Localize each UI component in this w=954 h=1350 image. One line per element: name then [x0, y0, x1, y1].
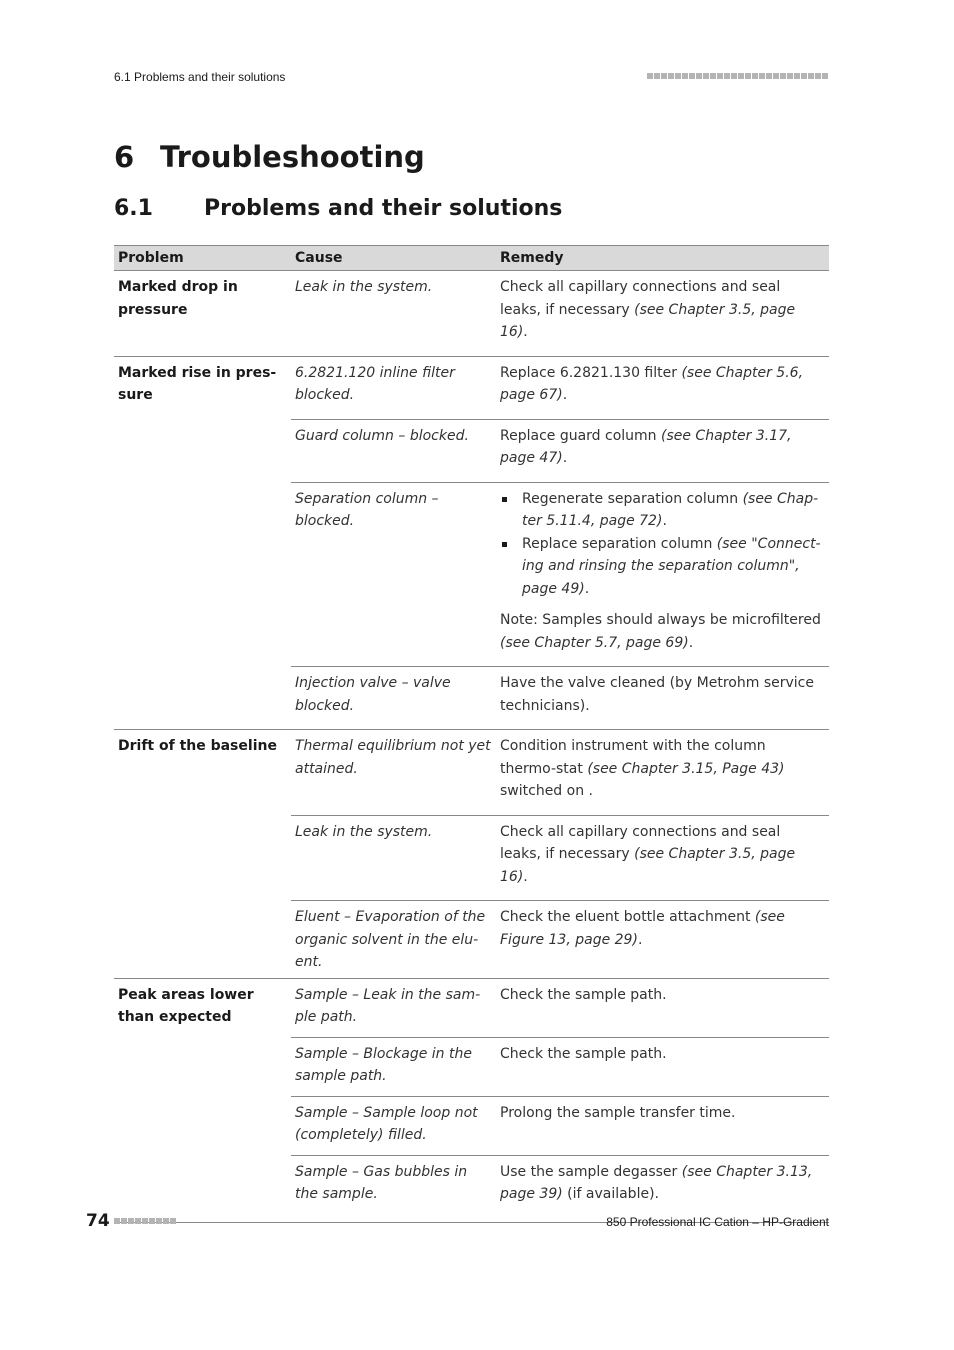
cause-cell: Eluent – Evaporation of the organic solvent in the elu-ent.: [291, 901, 496, 979]
chapter-title: [114, 140, 425, 174]
remedy-cell: Check all capillary connections and seal leaks, if necessary (see Chapter 3.5, page 16).: [496, 271, 829, 357]
table-row: [114, 730, 829, 816]
page-number: 74: [86, 1211, 110, 1231]
problem-cell: Peak areas lower than expected: [114, 978, 291, 1222]
cause-cell: Thermal equilibrium not yet attained.: [291, 730, 496, 816]
table-header-row: [114, 246, 829, 271]
chapter-reference[interactable]: (see Chapter 3.5, page 16): [500, 846, 796, 885]
chapter-reference[interactable]: (see Chapter 5.6, page 67): [500, 364, 804, 403]
chapter-reference[interactable]: (see Chapter 3.13, page 39): [500, 1163, 813, 1202]
chapter-reference[interactable]: (see Chapter 3.15, Page 43): [587, 760, 785, 777]
header-remedy: Remedy: [496, 246, 829, 271]
table-row: [114, 271, 829, 357]
chapter-reference[interactable]: (see Figure 13, page 29): [500, 909, 785, 948]
chapter-number: 6: [114, 140, 135, 174]
running-header: 6.1 Problems and their solutions: [114, 70, 286, 84]
list-item: Regenerate separation column (see Chap-ter 5.11.4, page 72).: [500, 488, 825, 533]
chapter-title-text: Troubleshooting: [160, 140, 425, 174]
remedy-bullet-list: [500, 488, 825, 601]
header-cause: Cause: [291, 246, 496, 271]
remedy-cell: [496, 482, 829, 667]
remedy-cell: Check the sample path.: [496, 978, 829, 1037]
product-name: 850 Professional IC Cation – HP-Gradient: [606, 1215, 829, 1229]
remedy-cell: Check all capillary connections and seal leaks, if necessary (see Chapter 3.5, page 16).: [496, 815, 829, 901]
remedy-cell: Replace guard column (see Chapter 3.17, page 47).: [496, 419, 829, 482]
footer-decoration-squares: [114, 1218, 176, 1224]
header-decoration-squares: [647, 73, 828, 79]
header-problem: Problem: [114, 246, 291, 271]
chapter-reference[interactable]: (see Chapter 3.5, page 16): [500, 301, 796, 340]
remedy-cell: Condition instrument with the column thermo-stat (see Chapter 3.15, Page 43) switched on .: [496, 730, 829, 816]
chapter-reference[interactable]: (see Chap-ter 5.11.4, page 72): [522, 490, 819, 529]
table-row: [114, 978, 829, 1037]
chapter-reference[interactable]: (see Chapter 5.7, page 69): [500, 634, 689, 651]
troubleshooting-table: [114, 245, 829, 1223]
cause-cell: Guard column – blocked.: [291, 419, 496, 482]
cause-cell: Leak in the system.: [291, 271, 496, 357]
remedy-cell: Prolong the sample transfer time.: [496, 1096, 829, 1155]
section-title-text: Problems and their solutions: [204, 196, 563, 221]
remedy-cell: Replace 6.2821.130 filter (see Chapter 5.6, page 67).: [496, 356, 829, 419]
cause-cell: Sample – Leak in the sam-ple path.: [291, 978, 496, 1037]
cause-cell: Sample – Sample loop not (completely) filled.: [291, 1096, 496, 1155]
chapter-reference[interactable]: (see "Connect-ing and rinsing the separation column", page 49): [522, 535, 821, 597]
remedy-cell: Have the valve cleaned (by Metrohm service technicians).: [496, 667, 829, 730]
cause-cell: Injection valve – valve blocked.: [291, 667, 496, 730]
table-row: [114, 356, 829, 419]
cause-cell: Separation column – blocked.: [291, 482, 496, 667]
remedy-cell: Check the sample path.: [496, 1037, 829, 1096]
cause-cell: Sample – Gas bubbles in the sample.: [291, 1155, 496, 1222]
section-title: [114, 196, 562, 221]
cause-cell: Sample – Blockage in the sample path.: [291, 1037, 496, 1096]
cause-cell: 6.2821.120 inline filter blocked.: [291, 356, 496, 419]
section-number: 6.1: [114, 196, 153, 221]
problem-cell: Drift of the baseline: [114, 730, 291, 979]
remedy-cell: Use the sample degasser (see Chapter 3.13, page 39) (if available).: [496, 1155, 829, 1222]
list-item: Replace separation column (see "Connect-ing and rinsing the separation column", page 49).: [500, 533, 825, 601]
chapter-reference[interactable]: (see Chapter 3.17, page 47): [500, 427, 792, 466]
problem-cell: Marked drop in pressure: [114, 271, 291, 357]
remedy-note: Note: Samples should always be microfiltered (see Chapter 5.7, page 69).: [500, 612, 821, 651]
problem-cell: Marked rise in pres-sure: [114, 356, 291, 730]
cause-cell: Leak in the system.: [291, 815, 496, 901]
remedy-cell: Check the eluent bottle attachment (see Figure 13, page 29).: [496, 901, 829, 979]
